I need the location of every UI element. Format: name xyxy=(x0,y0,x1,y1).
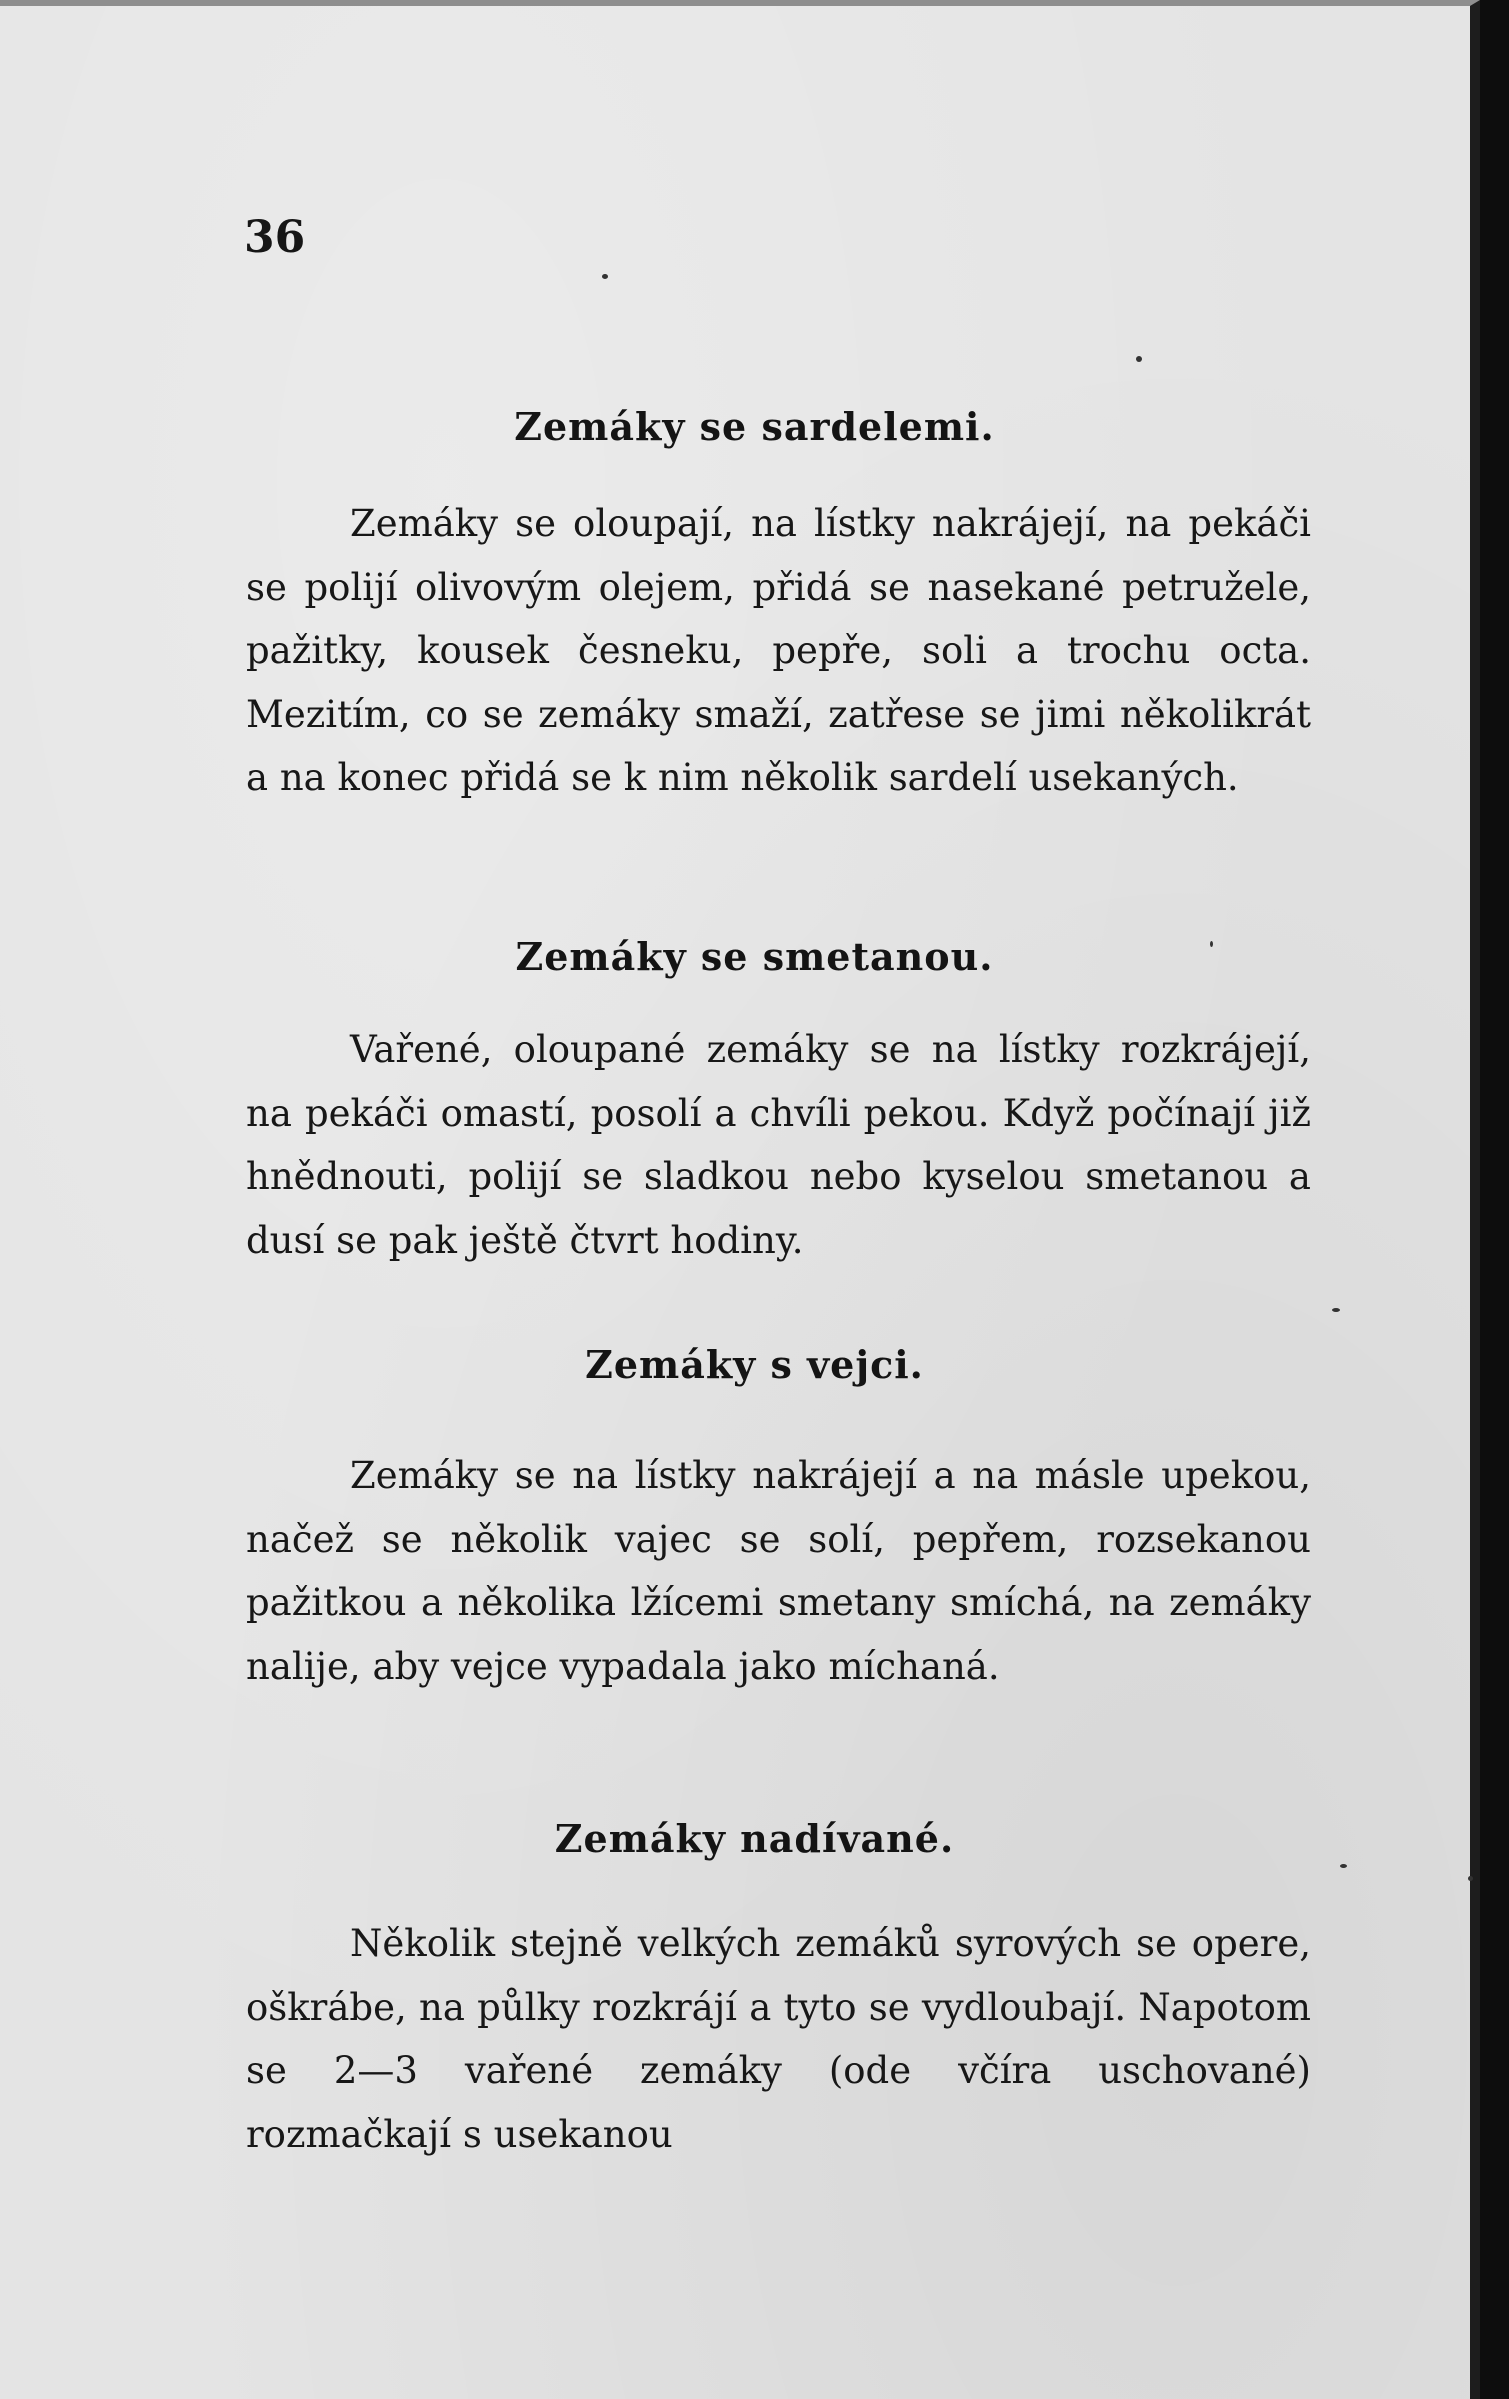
section-heading: Zemáky se smetanou. xyxy=(515,934,994,979)
section-paragraph: Zemáky se na lístky nakrájejí a na másle upekou, načež se několik vajec se solí, pepřem, rozsekanou pažitkou a několika lžícemi smetany smíchá, na zemáky nalije, aby vejce vypadala jako míchaná. xyxy=(246,1454,1311,1688)
ink-speck xyxy=(602,274,608,279)
ink-speck xyxy=(1468,1876,1473,1881)
section-heading: Zemáky s vejci. xyxy=(585,1342,924,1387)
section-paragraph: Zemáky se oloupají, na lístky nakrájejí, na pekáči se polijí olivovým olejem, přidá se nasekané petružele, pažitky, kousek česneku, pepře, soli a trochu octa. Mezitím, co se zemáky smaží, zatřese se jimi několikrát a na konec přidá se k nim několik sardelí usekaných. xyxy=(246,502,1311,799)
page-number: 36 xyxy=(244,212,306,263)
ink-speck xyxy=(1332,1308,1340,1312)
ink-speck xyxy=(1136,356,1142,362)
section-paragraph: Vařené, oloupané zemáky se na lístky rozkrájejí, na pekáči omastí, posolí a chvíli pekou. Když počínají již hnědnouti, polijí se sladkou nebo kyselou smetanou a dusí se pak ještě čtvrt hodiny. xyxy=(246,1028,1311,1262)
ink-speck xyxy=(1210,941,1213,947)
section-heading: Zemáky nadívané. xyxy=(554,1816,955,1861)
section-paragraph: Několik stejně velkých zemáků syrových se opere, oškrábe, na půlky rozkrájí a tyto se vydloubají. Napotom se 2—3 vařené zemáky (ode včíra uschované) rozmačkají s usekanou xyxy=(246,1922,1311,2156)
ink-speck xyxy=(1340,1864,1347,1868)
section-heading: Zemáky se sardelemi. xyxy=(514,404,995,449)
page-edge xyxy=(1480,0,1509,2399)
